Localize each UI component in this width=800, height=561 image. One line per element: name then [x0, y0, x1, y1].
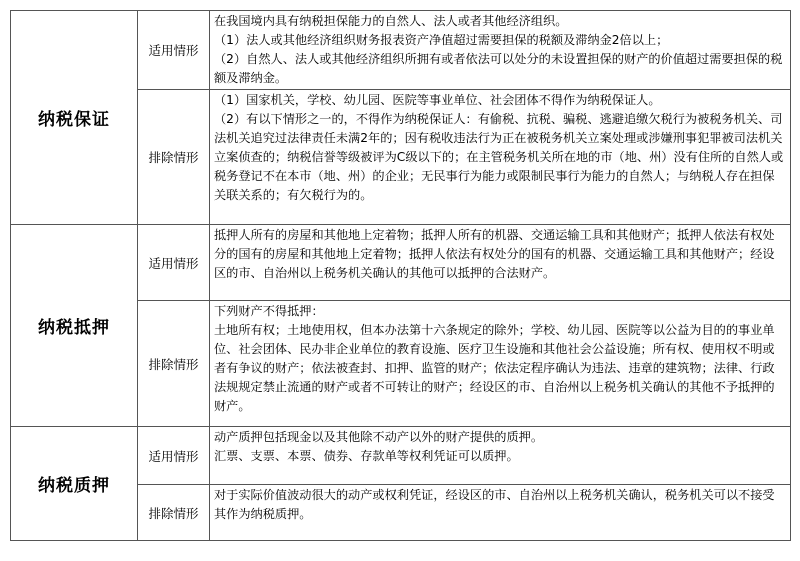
subcategory-cell: 排除情形	[138, 301, 210, 427]
description-cell	[210, 11, 791, 90]
tax-guarantee-table	[10, 10, 791, 541]
description-cell	[210, 485, 791, 541]
description-line: 土地所有权；土地使用权，但本办法第十六条规定的除外；学校、幼儿园、医院等以公益为目的的事业单位、社会团体、民办非企业单位的教育设施、医疗卫生设施和其他社会公益设施；所有权、使用权不明或者有争议的财产；依法被查封、扣押、监管的财产；依法定程序确认为违法、违章的建筑物；法律、行政法规规定禁止流通的财产或者不可转让的财产；经设区的市、自治州以上税务机关确认的其他不予抵押的财产。	[214, 323, 775, 413]
description-line: （1）国家机关，学校、幼儿园、医院等事业单位、社会团体不得作为纳税保证人。	[214, 93, 661, 107]
table-row	[11, 427, 791, 485]
subcategory-cell: 排除情形	[138, 90, 210, 225]
table-row	[11, 225, 791, 301]
description-line: 在我国境内具有纳税担保能力的自然人、法人或者其他经济组织。	[214, 14, 568, 28]
description-line: （2）有以下情形之一的，不得作为纳税保证人：有偷税、抗税、骗税、逃避追缴欠税行为被税务机关、司法机关追究过法律责任未满2年的；因有税收违法行为正在被税务机关立案处理或涉嫌刑事犯罪被司法机关立案侦查的；纳税信誉等级被评为C级以下的；在主管税务机关所在地的市（地、州）没有住所的自然人或税务登记不在本市（地、州）的企业；无民事行为能力或限制民事行为能力的自然人；与纳税人存在担保关联关系的；有欠税行为的。	[214, 112, 784, 202]
description-cell	[210, 301, 791, 427]
description-line: 下列财产不得抵押：	[214, 304, 324, 318]
description-cell	[210, 90, 791, 225]
description-line: 汇票、支票、本票、债券、存款单等权利凭证可以质押。	[214, 449, 519, 463]
description-cell	[210, 427, 791, 485]
subcategory-cell: 排除情形	[138, 485, 210, 541]
description-line: 抵押人所有的房屋和其他地上定着物；抵押人所有的机器、交通运输工具和其他财产；抵押人依法有权处分的国有的房屋和其他地上定着物；抵押人依法有权处分的国有的机器、交通运输工具和其他财产；经设区的市、自治州以上税务机关确认的其他可以抵押的合法财产。	[214, 228, 775, 280]
category-cell: 纳税保证	[11, 11, 138, 225]
subcategory-cell: 适用情形	[138, 225, 210, 301]
subcategory-cell: 适用情形	[138, 427, 210, 485]
description-line: 动产质押包括现金以及其他除不动产以外的财产提供的质押。	[214, 430, 544, 444]
description-line: （1）法人或其他经济组织财务报表资产净值超过需要担保的税额及滞纳金2倍以上；	[214, 33, 669, 47]
subcategory-cell: 适用情形	[138, 11, 210, 90]
description-line: （2）自然人、法人或其他经济组织所拥有或者依法可以处分的未设置担保的财产的价值超过需要担保的税额及滞纳金。	[214, 52, 783, 85]
category-cell: 纳税抵押	[11, 225, 138, 427]
table-row	[11, 11, 791, 90]
description-line: 对于实际价值波动很大的动产或权利凭证，经设区的市、自治州以上税务机关确认，税务机关可以不接受其作为纳税质押。	[214, 488, 775, 521]
category-cell: 纳税质押	[11, 427, 138, 541]
description-cell	[210, 225, 791, 301]
